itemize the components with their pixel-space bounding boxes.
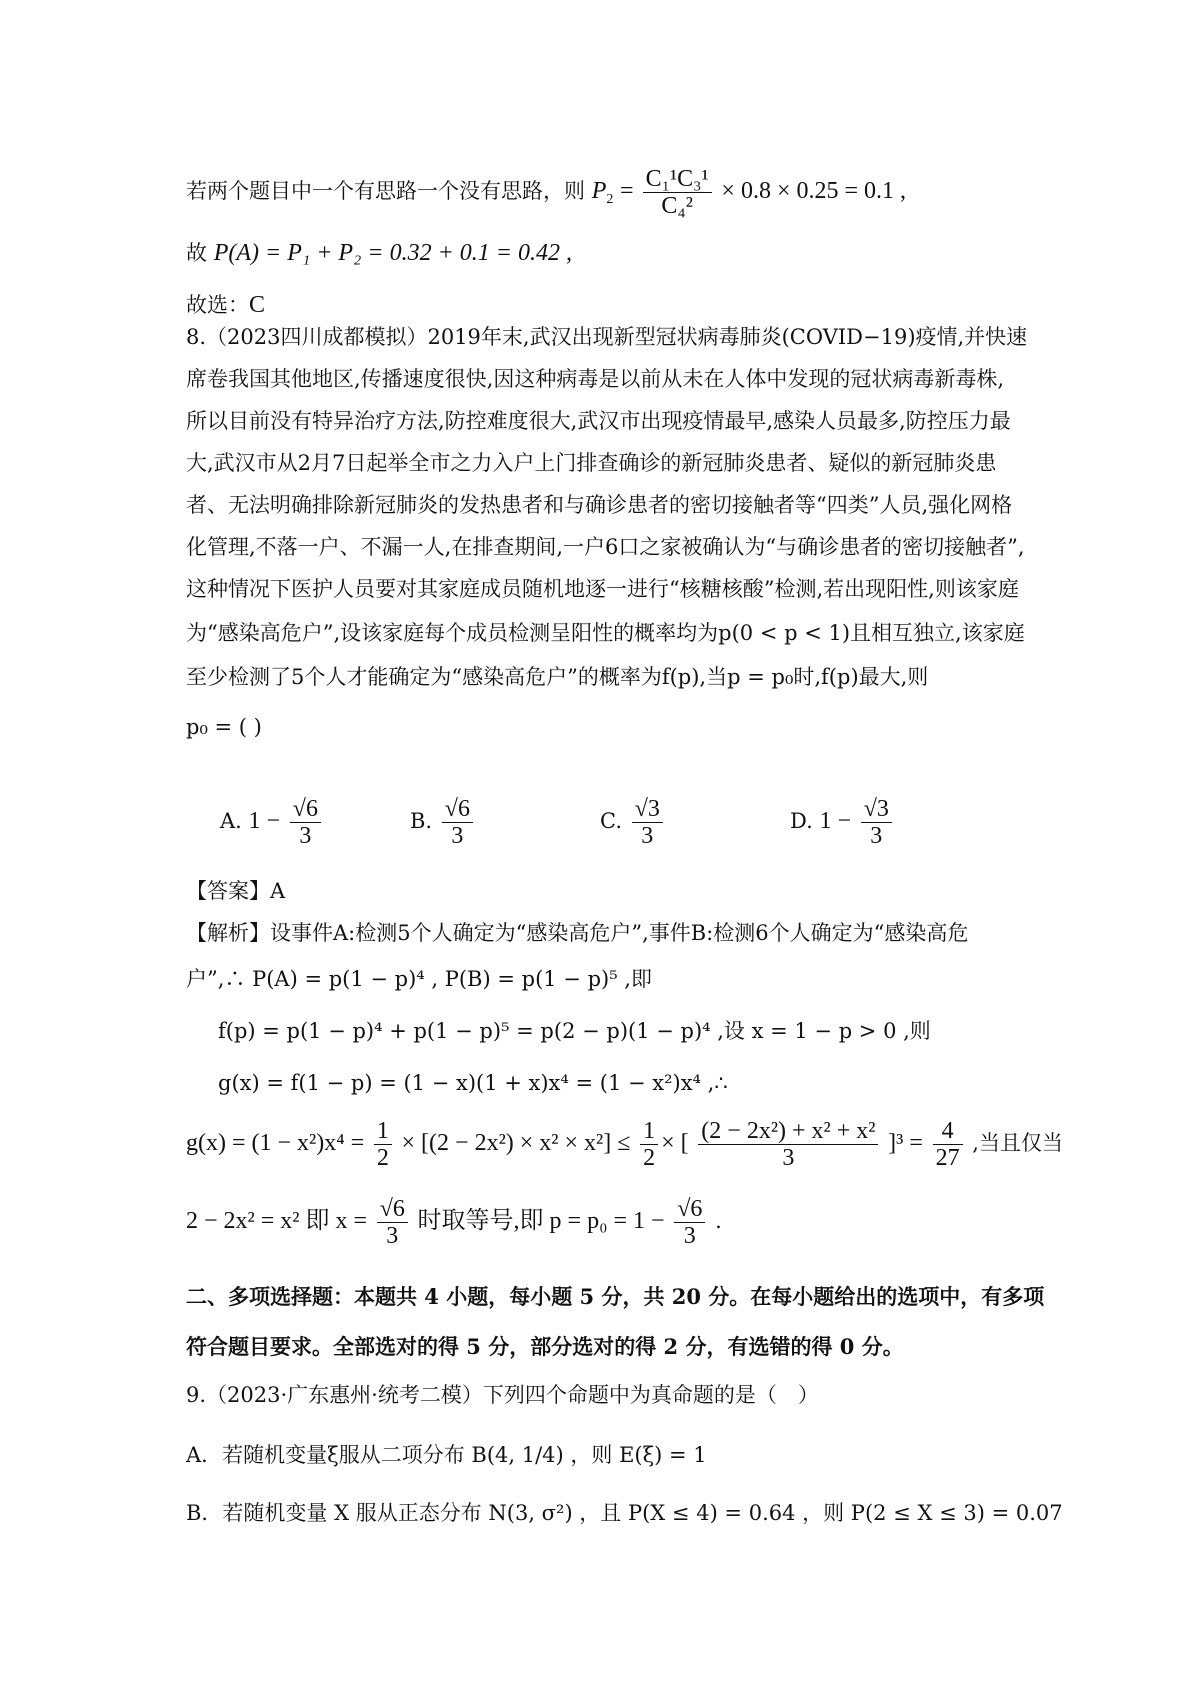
ineq-half-den: 2: [376, 1145, 389, 1171]
section2-line-2: 符合题目要求。全部选对的得 5 分，部分选对的得 2 分，有选错的得 0 分。: [186, 1334, 904, 1359]
inequality-line: g(x) = (1 − x²)x⁴ = $\frac{1}{2}$ × [(2 − 2x²) × x² × x²] ≤ $\frac{1}{2}$ × [ $\frac{\text{(2 − 2x²) + x² + x²}}{3}$ ]³ = $\frac{4}{27}$ ,当且仅当: [186, 1118, 1063, 1171]
q8-line-5: 者、无法明确排除新冠肺炎的发热患者和与确诊患者的密切接触者等“四类”人员,强化网格: [186, 493, 1013, 517]
analysis-line-3: f(p) = p(1 − p)⁴ + p(1 − p)⁵ = p(2 − p)(1 − p)⁴ ,设 x = 1 − p > 0 ,则: [218, 1019, 931, 1043]
q8-option-d: [790, 796, 895, 849]
p2-prefix: 若两个题目中一个有思路一个没有思路，则: [186, 179, 585, 203]
option-b-den: 3: [451, 823, 464, 849]
q8-line-10: p₀ = ( ): [186, 715, 262, 739]
ineq-half2-den: 2: [643, 1145, 656, 1171]
q8-option-b: [410, 796, 476, 849]
p2-sub: 2: [606, 192, 614, 208]
q8-line-9: 至少检测了5个人才能确定为“感染高危户”的概率为f(p),当p = p₀时,f(p)最大,则: [186, 665, 929, 689]
eq-den-2: 3: [683, 1223, 696, 1249]
option-d-den: 3: [870, 823, 883, 849]
eq-prefix: 2 − 2x² = x² 即 x =: [186, 1208, 367, 1234]
p2-line: 若两个题目中一个有思路一个没有思路，则 $P_2$ = $\frac{\text{C₁¹C₃¹}}{\text{C₄²}}$ × 0.8 × 0.25 = 0.1 ,: [186, 166, 907, 219]
option-d-label: D.: [790, 809, 813, 833]
ineq-half2-num: 1: [640, 1118, 658, 1145]
eq-num-2: √6: [674, 1196, 705, 1223]
option-a-num: √6: [290, 796, 321, 823]
q9-option-b: B．若随机变量 X 服从正态分布 N(3, σ²) ，且 P(X ≤ 4) = 0.64 ，则 P(2 ≤ X ≤ 3) = 0.07: [186, 1501, 1063, 1525]
eq-den: 3: [386, 1223, 399, 1249]
q8-answer: [186, 876, 285, 906]
q8-line-6: 化管理,不落一户、不漏一人,在排查期间,一户6口之家被确认为“与确诊患者的密切接触者”,: [186, 535, 1025, 559]
q8-line-3: 所以目前没有特异治疗方法,防控难度很大,武汉市出现疫情最早,感染人员最多,防控压力最: [186, 409, 1011, 433]
q8-line-4: 大,武汉市从2月7日起举全市之力入户上门排查确诊的新冠肺炎患者、疑似的新冠肺炎患: [186, 451, 997, 475]
p2-fraction: [643, 166, 712, 219]
analysis-line-2: 户”,∴ P(A) = p(1 − p)⁴ , P(B) = p(1 − p)⁵ ,即: [186, 967, 652, 991]
answer-label: 【答案】: [186, 879, 270, 903]
q8-line-7: 这种情况下医护人员要对其家庭成员随机地逐一进行“核糖核酸”检测,若出现阳性,则该家庭: [186, 577, 1019, 601]
option-c-den: 3: [641, 823, 654, 849]
ineq-tail: ,当且仅当: [972, 1131, 1063, 1155]
q8-option-c: [600, 796, 666, 849]
option-b-num: √6: [442, 796, 473, 823]
section2-line-1: 二、多项选择题：本题共 4 小题，每小题 5 分，共 20 分。在每小题给出的选项中，有多项: [186, 1284, 1045, 1309]
ineq-res-num: 4: [933, 1118, 963, 1145]
ineq-close: ]³ =: [888, 1130, 923, 1156]
option-a-pre: 1 −: [248, 808, 281, 834]
choice-value: C: [249, 292, 266, 318]
equality-line: [186, 1196, 722, 1249]
p2-rest: × 0.8 × 0.25 = 0.1 ,: [721, 178, 907, 204]
ineq-lhs: g(x) = (1 − x²)x⁴ =: [186, 1130, 365, 1156]
eq-num: √6: [377, 1196, 408, 1223]
pa-prefix: 故: [186, 241, 207, 265]
ineq-mid: × [(2 − 2x²) × x² × x²] ≤: [401, 1130, 631, 1156]
pa-expr: P(A) = P₁ + P₂ = 0.32 + 0.1 = 0.42 ,: [213, 240, 572, 266]
ineq-res-den: 27: [935, 1145, 960, 1171]
ineq-half-num: 1: [374, 1118, 392, 1145]
pa-line: [186, 238, 572, 268]
ineq-frac-num: (2 − 2x²) + x² + x²: [698, 1118, 878, 1145]
answer-value: A: [270, 879, 286, 903]
eq-tail: .: [715, 1209, 722, 1233]
option-c-num: √3: [632, 796, 663, 823]
analysis-line-1: 【解析】设事件A:检测5个人确定为“感染高危户”,事件B:检测6个人确定为“感染高危: [186, 921, 969, 945]
q8-line-2: 席卷我国其他地区,传播速度很快,因这种病毒是以前从未在人体中发现的冠状病毒新毒株,: [186, 367, 1005, 391]
eq-mid: 时取等号,即 p = p₀ = 1 −: [417, 1208, 665, 1234]
option-c-label: C.: [600, 809, 622, 833]
ineq-frac-den: 3: [782, 1145, 795, 1171]
p2-frac-num: C₁¹C₃¹: [643, 166, 712, 193]
option-d-pre: 1 −: [819, 808, 851, 834]
option-a-label: A.: [220, 809, 242, 833]
choice-label: 故选：: [186, 293, 249, 317]
q9-option-a: A．若随机变量ξ服从二项分布 B(4, 1/4) ，则 E(ξ) = 1: [186, 1443, 707, 1467]
analysis-line-4: g(x) = f(1 − p) = (1 − x)(1 + x)x⁴ = (1 − x²)x⁴ ,∴: [218, 1071, 728, 1095]
p2-frac-den: C₄²: [661, 193, 693, 219]
q8-option-a: [220, 796, 324, 849]
p2-var: P: [591, 178, 607, 204]
option-d-num: √3: [861, 796, 892, 823]
q8-line-1: 8.（2023四川成都模拟）2019年末,武汉出现新型冠状病毒肺炎(COVID−19)疫情,并快速: [186, 325, 1028, 349]
choice-line: [186, 290, 265, 320]
q8-line-8: 为“感染高危户”,设该家庭每个成员检测呈阳性的概率均为p(0 < p < 1)且相互独立,该家庭: [186, 621, 1025, 645]
q9-stem: 9.（2023·广东惠州·统考二模）下列四个命题中为真命题的是（ ）: [186, 1383, 819, 1407]
option-b-label: B.: [410, 809, 433, 833]
option-a-den: 3: [299, 823, 312, 849]
